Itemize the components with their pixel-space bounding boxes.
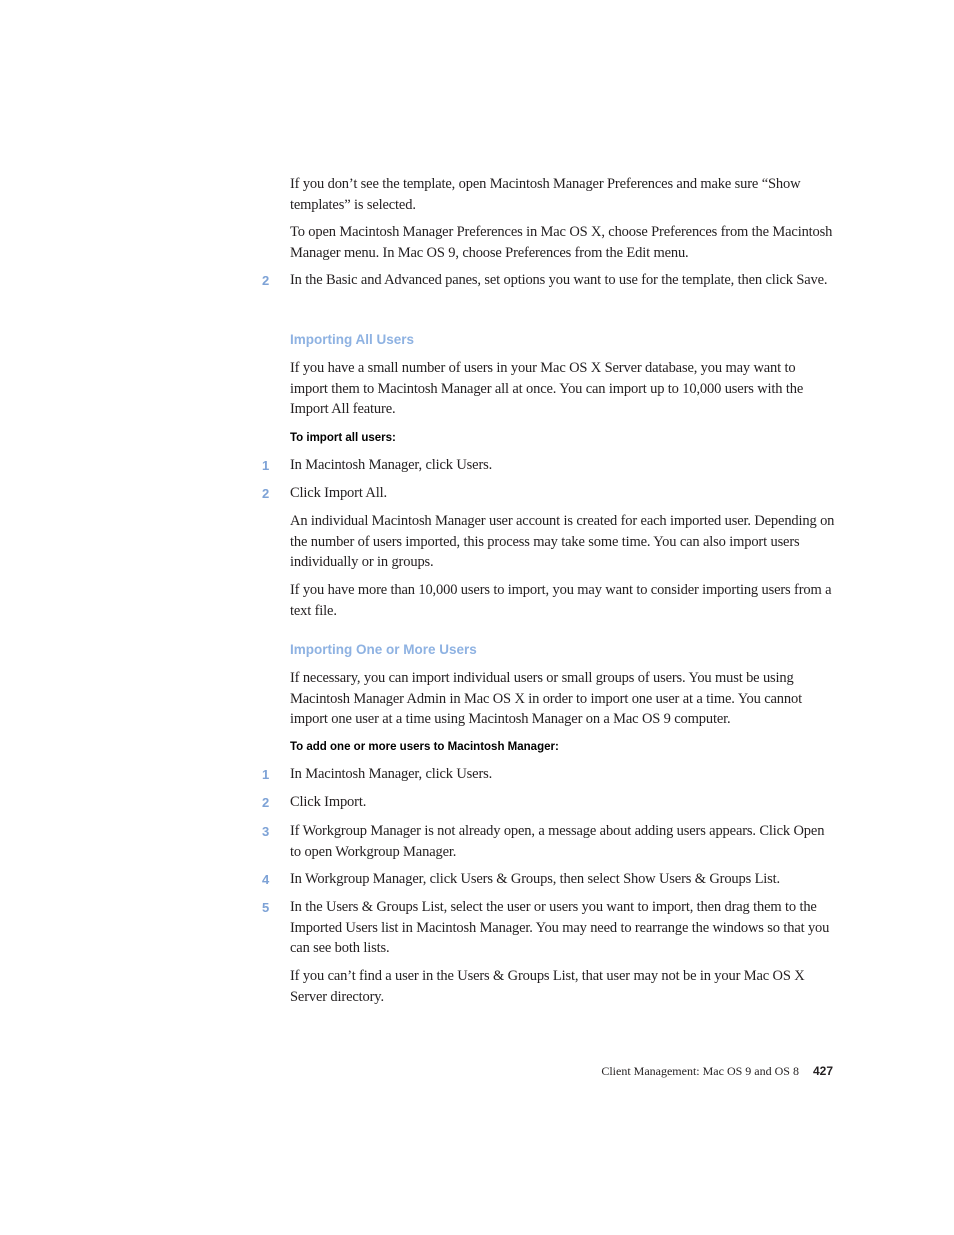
step-text: In Macintosh Manager, click Users. <box>290 457 493 473</box>
import-all-paragraph-1: If you have a small number of users in your Mac OS X Server database, you may want to import them to Macintosh Manager all at once. You can import up to 10,000 users with the Import All feature. <box>290 360 804 417</box>
step-text: If Workgroup Manager is not already open, a message about adding users appears. Click Open to open Workgroup Manager. <box>290 823 825 860</box>
import-one-step-3 <box>262 821 837 862</box>
import-all-paragraph-3: If you have more than 10,000 users to import, you may want to consider importing users from a text file. <box>290 582 832 619</box>
import-one-step-1 <box>262 764 837 785</box>
step-number: 3 <box>262 824 270 839</box>
step-text: In the Basic and Advanced panes, set options you want to use for the template, then click Save. <box>290 272 828 288</box>
intro-paragraph-2: To open Macintosh Manager Preferences in Mac OS X, choose Preferences from the Macintosh Manager menu. In Mac OS 9, choose Preferences from the Edit menu. <box>290 224 833 261</box>
step-text: In Workgroup Manager, click Users & Groups, then select Show Users & Groups List. <box>290 871 781 887</box>
intro-paragraph-1: If you don’t see the template, open Macintosh Manager Preferences and make sure “Show templates” is selected. <box>290 176 801 213</box>
page-number: 427 <box>812 1064 833 1078</box>
step-number: 2 <box>262 795 270 810</box>
import-all-paragraph-2: An individual Macintosh Manager user account is created for each imported user. Depending on the number of users imported, this process may take some time. You can also import users individually or in groups. <box>290 513 835 570</box>
import-all-step-2 <box>262 483 837 504</box>
step-number: 4 <box>262 872 270 887</box>
step-number: 2 <box>262 486 270 501</box>
footer-chapter-title: Client Management: Mac OS 9 and OS 8 <box>601 1064 799 1078</box>
import-one-paragraph-2: If you can’t find a user in the Users & Groups List, that user may not be in your Mac OS X Server directory. <box>290 968 805 1005</box>
step-text: Click Import. <box>290 794 367 810</box>
template-step <box>262 270 837 291</box>
task-heading-import-one: To add one or more users to Macintosh Manager: <box>290 741 559 753</box>
task-heading-import-all: To import all users: <box>290 432 396 444</box>
import-all-step-1 <box>262 455 837 476</box>
step-number: 2 <box>262 273 270 288</box>
step-number: 1 <box>262 458 270 473</box>
import-one-paragraph-1: If necessary, you can import individual users or small groups of users. You must be using Macintosh Manager Admin in Mac OS X in order to import one user at a time. You cannot import one user at a time using Macintosh Manager on a Mac OS 9 computer. <box>290 670 802 727</box>
section-heading-import-all: Importing All Users <box>290 332 415 347</box>
import-one-step-2 <box>262 792 837 813</box>
step-text: In Macintosh Manager, click Users. <box>290 766 493 782</box>
step-text: In the Users & Groups List, select the user or users you want to import, then drag them to the Imported Users list in Macintosh Manager. You may need to rearrange the windows so that you can see both lists. <box>290 899 830 956</box>
import-one-step-4 <box>262 869 837 890</box>
step-number: 5 <box>262 900 270 915</box>
step-text: Click Import All. <box>290 485 387 501</box>
import-one-step-5 <box>262 897 837 959</box>
step-number: 1 <box>262 767 270 782</box>
section-heading-import-one: Importing One or More Users <box>290 642 477 657</box>
page-footer <box>601 1064 833 1079</box>
